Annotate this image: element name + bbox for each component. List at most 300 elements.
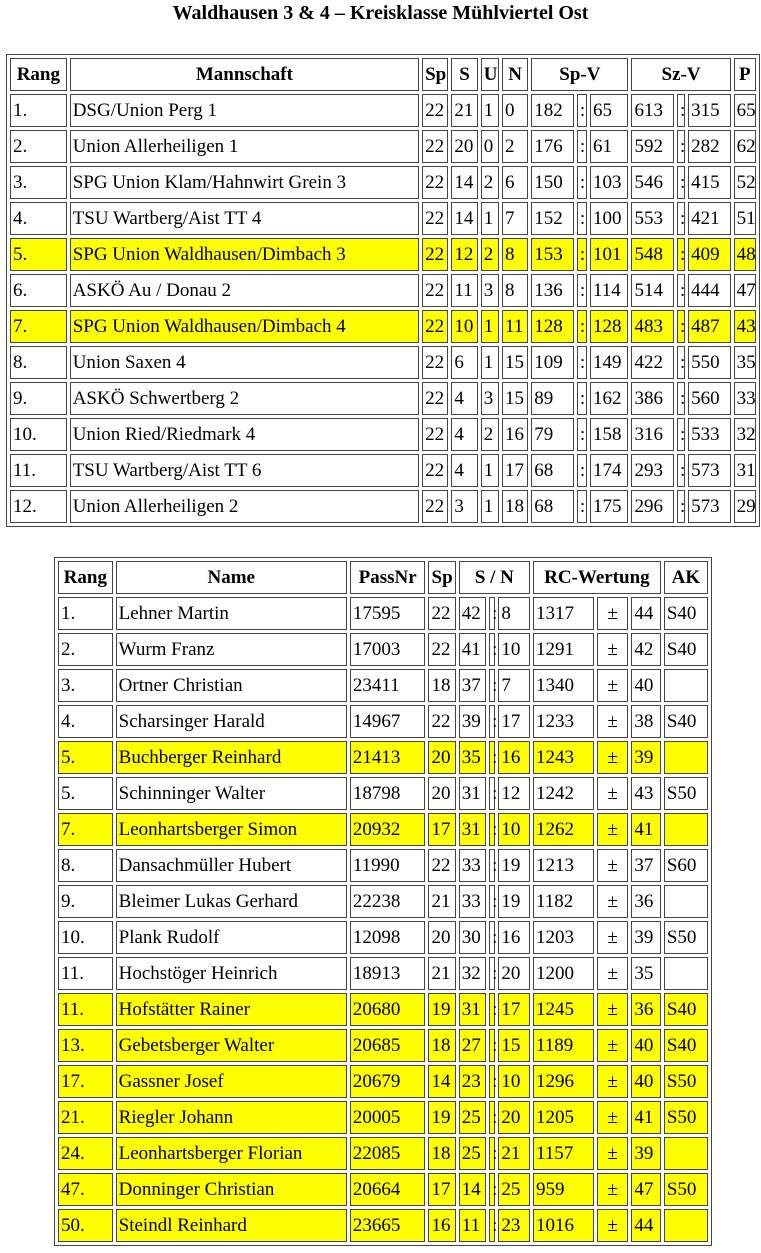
- sets-lost-cell: 21: [498, 1137, 530, 1170]
- sets-won-cell: 35: [459, 741, 486, 774]
- age-class-cell: S50: [664, 921, 708, 954]
- ratio-separator: :: [677, 274, 685, 307]
- ratio-separator: :: [677, 166, 685, 199]
- team-row: [10, 238, 756, 271]
- sets-lost-cell: 10: [498, 633, 530, 666]
- wins-cell: 4: [451, 454, 477, 487]
- ratio-separator: :: [577, 382, 587, 415]
- game-ratio-lost-cell: 103: [590, 166, 629, 199]
- plus-minus-cell: ±: [597, 1029, 629, 1062]
- plus-minus-cell: ±: [597, 1173, 629, 1206]
- set-ratio-won-cell: 296: [631, 490, 674, 523]
- games-cell: 19: [428, 993, 455, 1026]
- games-cell: 18: [428, 1029, 455, 1062]
- set-ratio-won-cell: 548: [631, 238, 674, 271]
- games-cell: 22: [422, 310, 448, 343]
- rc-rating-cell: 1203: [533, 921, 594, 954]
- ratio-separator: :: [677, 346, 685, 379]
- game-ratio-won-cell: 176: [531, 130, 574, 163]
- games-cell: 22: [422, 166, 448, 199]
- rank-cell: 21.: [58, 1101, 113, 1134]
- ratio-separator: :: [577, 346, 587, 379]
- rc-rating-cell: 1182: [533, 885, 594, 918]
- game-ratio-won-cell: 68: [531, 454, 574, 487]
- games-cell: 21: [428, 957, 455, 990]
- wins-cell: 11: [451, 274, 477, 307]
- losses-cell: 16: [502, 418, 528, 451]
- player-row: [58, 1101, 708, 1134]
- sets-won-cell: 39: [459, 705, 486, 738]
- player-row: [58, 957, 708, 990]
- team-name-cell: ASKÖ Au / Donau 2: [70, 274, 419, 307]
- ratio-separator: :: [489, 957, 495, 990]
- sets-won-cell: 31: [459, 813, 486, 846]
- games-cell: 20: [428, 777, 455, 810]
- game-ratio-lost-cell: 174: [590, 454, 629, 487]
- player-row: [58, 993, 708, 1026]
- sets-lost-cell: 16: [498, 921, 530, 954]
- age-class-cell: S40: [664, 705, 708, 738]
- rank-cell: 9.: [58, 885, 113, 918]
- plus-minus-cell: ±: [597, 633, 629, 666]
- plus-minus-cell: ±: [597, 1065, 629, 1098]
- pass-number-cell: 22238: [350, 885, 426, 918]
- game-ratio-won-cell: 182: [531, 94, 574, 127]
- rc-rating-cell: 1157: [533, 1137, 594, 1170]
- games-cell: 16: [428, 1209, 455, 1242]
- set-ratio-lost-cell: 573: [688, 490, 731, 523]
- team-row: [10, 274, 756, 307]
- rc-rating-cell: 1317: [533, 597, 594, 630]
- rc-deviation-cell: 39: [631, 921, 660, 954]
- sets-won-cell: 42: [459, 597, 486, 630]
- game-ratio-lost-cell: 149: [590, 346, 629, 379]
- set-ratio-lost-cell: 573: [688, 454, 731, 487]
- plus-minus-cell: ±: [597, 885, 629, 918]
- rank-cell: 10.: [58, 921, 113, 954]
- set-ratio-lost-cell: 560: [688, 382, 731, 415]
- draws-cell: 3: [481, 274, 499, 307]
- rc-rating-cell: 1262: [533, 813, 594, 846]
- sets-lost-cell: 20: [498, 1101, 530, 1134]
- plus-minus-cell: ±: [597, 741, 629, 774]
- losses-cell: 15: [502, 382, 528, 415]
- ratio-separator: :: [577, 454, 587, 487]
- sets-won-cell: 11: [459, 1209, 486, 1242]
- rank-cell: 5.: [58, 777, 113, 810]
- game-ratio-won-cell: 136: [531, 274, 574, 307]
- set-ratio-won-cell: 613: [631, 94, 674, 127]
- player-name-cell: Ortner Christian: [116, 669, 347, 702]
- losses-cell: 11: [502, 310, 528, 343]
- rank-cell: 3.: [10, 166, 67, 199]
- rc-deviation-cell: 44: [631, 597, 660, 630]
- sets-lost-cell: 10: [498, 1065, 530, 1098]
- games-cell: 17: [428, 813, 455, 846]
- sets-lost-cell: 8: [498, 597, 530, 630]
- team-name-cell: ASKÖ Schwertberg 2: [70, 382, 419, 415]
- pass-number-cell: 18798: [350, 777, 426, 810]
- points-cell: 52: [734, 166, 756, 199]
- header-passnr: PassNr: [350, 561, 426, 594]
- plus-minus-cell: ±: [597, 1137, 629, 1170]
- age-class-cell: S60: [664, 849, 708, 882]
- pass-number-cell: 20932: [350, 813, 426, 846]
- age-class-cell: [664, 1209, 708, 1242]
- rank-cell: 24.: [58, 1137, 113, 1170]
- plus-minus-cell: ±: [597, 705, 629, 738]
- set-ratio-lost-cell: 415: [688, 166, 731, 199]
- games-cell: 22: [422, 94, 448, 127]
- player-name-cell: Dansachmüller Hubert: [116, 849, 347, 882]
- ratio-separator: :: [489, 777, 495, 810]
- points-cell: 31: [734, 454, 756, 487]
- games-cell: 22: [428, 705, 455, 738]
- games-cell: 20: [428, 741, 455, 774]
- plus-minus-cell: ±: [597, 597, 629, 630]
- ratio-separator: :: [489, 1209, 495, 1242]
- pass-number-cell: 18913: [350, 957, 426, 990]
- header-name: Name: [116, 561, 347, 594]
- age-class-cell: [664, 1137, 708, 1170]
- page-title: Waldhausen 3 & 4 – Kreisklasse Mühlviertel Ost: [172, 2, 589, 24]
- ratio-separator: :: [677, 238, 685, 271]
- plus-minus-cell: ±: [597, 849, 629, 882]
- game-ratio-lost-cell: 100: [590, 202, 629, 235]
- rc-deviation-cell: 36: [631, 885, 660, 918]
- set-ratio-won-cell: 592: [631, 130, 674, 163]
- games-cell: 22: [422, 238, 448, 271]
- team-table-header: [10, 58, 756, 91]
- team-name-cell: DSG/Union Perg 1: [70, 94, 419, 127]
- sets-lost-cell: 12: [498, 777, 530, 810]
- draws-cell: 2: [481, 238, 499, 271]
- player-name-cell: Leonhartsberger Simon: [116, 813, 347, 846]
- header-rc-wertung: RC-Wertung: [533, 561, 661, 594]
- team-name-cell: Union Allerheiligen 1: [70, 130, 419, 163]
- age-class-cell: S40: [664, 993, 708, 1026]
- pass-number-cell: 20685: [350, 1029, 426, 1062]
- points-cell: 47: [734, 274, 756, 307]
- losses-cell: 18: [502, 490, 528, 523]
- sets-lost-cell: 7: [498, 669, 530, 702]
- ratio-separator: :: [489, 597, 495, 630]
- player-name-cell: Scharsinger Harald: [116, 705, 347, 738]
- team-row: [10, 454, 756, 487]
- points-cell: 32: [734, 418, 756, 451]
- games-cell: 19: [428, 1101, 455, 1134]
- pass-number-cell: 23411: [350, 669, 426, 702]
- sets-won-cell: 27: [459, 1029, 486, 1062]
- age-class-cell: S40: [664, 1029, 708, 1062]
- game-ratio-lost-cell: 61: [590, 130, 629, 163]
- plus-minus-cell: ±: [597, 957, 629, 990]
- games-cell: 22: [422, 346, 448, 379]
- sets-lost-cell: 19: [498, 849, 530, 882]
- game-ratio-won-cell: 152: [531, 202, 574, 235]
- team-name-cell: SPG Union Waldhausen/Dimbach 4: [70, 310, 419, 343]
- ratio-separator: :: [577, 310, 587, 343]
- rc-deviation-cell: 47: [631, 1173, 660, 1206]
- plus-minus-cell: ±: [597, 1101, 629, 1134]
- player-row: [58, 705, 708, 738]
- sets-won-cell: 41: [459, 633, 486, 666]
- losses-cell: 6: [502, 166, 528, 199]
- rank-cell: 12.: [10, 490, 67, 523]
- rank-cell: 7.: [10, 310, 67, 343]
- header-p: P: [734, 58, 756, 91]
- player-row: [58, 633, 708, 666]
- ratio-separator: :: [489, 921, 495, 954]
- draws-cell: 1: [481, 346, 499, 379]
- rc-rating-cell: 1291: [533, 633, 594, 666]
- wins-cell: 12: [451, 238, 477, 271]
- sets-won-cell: 23: [459, 1065, 486, 1098]
- games-cell: 22: [422, 418, 448, 451]
- sets-won-cell: 33: [459, 849, 486, 882]
- player-name-cell: Gebetsberger Walter: [116, 1029, 347, 1062]
- age-class-cell: S40: [664, 633, 708, 666]
- team-name-cell: TSU Wartberg/Aist TT 6: [70, 454, 419, 487]
- ratio-separator: :: [577, 166, 587, 199]
- sets-lost-cell: 20: [498, 957, 530, 990]
- game-ratio-won-cell: 89: [531, 382, 574, 415]
- pass-number-cell: 17595: [350, 597, 426, 630]
- games-cell: 22: [422, 490, 448, 523]
- set-ratio-lost-cell: 550: [688, 346, 731, 379]
- team-name-cell: TSU Wartberg/Aist TT 4: [70, 202, 419, 235]
- game-ratio-lost-cell: 65: [590, 94, 629, 127]
- losses-cell: 7: [502, 202, 528, 235]
- ratio-separator: :: [577, 274, 587, 307]
- age-class-cell: S40: [664, 597, 708, 630]
- ratio-separator: :: [677, 382, 685, 415]
- header-spv: Sp-V: [531, 58, 628, 91]
- player-name-cell: Leonhartsberger Florian: [116, 1137, 347, 1170]
- draws-cell: 2: [481, 418, 499, 451]
- pass-number-cell: 11990: [350, 849, 426, 882]
- set-ratio-lost-cell: 487: [688, 310, 731, 343]
- games-cell: 22: [422, 454, 448, 487]
- rank-cell: 5.: [58, 741, 113, 774]
- rank-cell: 17.: [58, 1065, 113, 1098]
- sets-lost-cell: 17: [498, 993, 530, 1026]
- set-ratio-lost-cell: 421: [688, 202, 731, 235]
- rank-cell: 6.: [10, 274, 67, 307]
- games-cell: 22: [422, 130, 448, 163]
- points-cell: 35: [734, 346, 756, 379]
- plus-minus-cell: ±: [597, 777, 629, 810]
- player-name-cell: Riegler Johann: [116, 1101, 347, 1134]
- player-name-cell: Schinninger Walter: [116, 777, 347, 810]
- games-cell: 22: [428, 633, 455, 666]
- ratio-separator: :: [577, 130, 587, 163]
- rc-deviation-cell: 44: [631, 1209, 660, 1242]
- player-name-cell: Wurm Franz: [116, 633, 347, 666]
- rank-cell: 1.: [10, 94, 67, 127]
- rank-cell: 11.: [10, 454, 67, 487]
- age-class-cell: [664, 957, 708, 990]
- ratio-separator: :: [677, 130, 685, 163]
- rc-rating-cell: 1233: [533, 705, 594, 738]
- player-name-cell: Donninger Christian: [116, 1173, 347, 1206]
- wins-cell: 4: [451, 418, 477, 451]
- wins-cell: 20: [451, 130, 477, 163]
- header-ak: AK: [664, 561, 708, 594]
- game-ratio-lost-cell: 114: [590, 274, 629, 307]
- sets-won-cell: 32: [459, 957, 486, 990]
- team-row: [10, 310, 756, 343]
- draws-cell: 0: [481, 130, 499, 163]
- sets-won-cell: 31: [459, 993, 486, 1026]
- set-ratio-lost-cell: 533: [688, 418, 731, 451]
- player-row: [58, 777, 708, 810]
- player-row: [58, 849, 708, 882]
- rank-cell: 8.: [10, 346, 67, 379]
- player-row: [58, 1209, 708, 1242]
- rank-cell: 8.: [58, 849, 113, 882]
- age-class-cell: S50: [664, 1101, 708, 1134]
- age-class-cell: [664, 669, 708, 702]
- ratio-separator: :: [489, 813, 495, 846]
- points-cell: 62: [734, 130, 756, 163]
- game-ratio-won-cell: 109: [531, 346, 574, 379]
- rc-rating-cell: 1213: [533, 849, 594, 882]
- pass-number-cell: 21413: [350, 741, 426, 774]
- losses-cell: 8: [502, 274, 528, 307]
- losses-cell: 8: [502, 238, 528, 271]
- rank-cell: 3.: [58, 669, 113, 702]
- set-ratio-won-cell: 514: [631, 274, 674, 307]
- rank-cell: 11.: [58, 957, 113, 990]
- games-cell: 17: [428, 1173, 455, 1206]
- team-row: [10, 418, 756, 451]
- team-row: [10, 202, 756, 235]
- pass-number-cell: 12098: [350, 921, 426, 954]
- team-standings-table: [6, 54, 760, 527]
- games-cell: 18: [428, 669, 455, 702]
- ratio-separator: :: [489, 1101, 495, 1134]
- age-class-cell: S50: [664, 1065, 708, 1098]
- losses-cell: 17: [502, 454, 528, 487]
- player-name-cell: Hochstöger Heinrich: [116, 957, 347, 990]
- draws-cell: 1: [481, 454, 499, 487]
- sets-lost-cell: 23: [498, 1209, 530, 1242]
- header-u: U: [481, 58, 499, 91]
- rc-deviation-cell: 41: [631, 813, 660, 846]
- sets-lost-cell: 15: [498, 1029, 530, 1062]
- sets-won-cell: 30: [459, 921, 486, 954]
- losses-cell: 0: [502, 94, 528, 127]
- team-name-cell: SPG Union Klam/Hahnwirt Grein 3: [70, 166, 419, 199]
- ratio-separator: :: [677, 310, 685, 343]
- games-cell: 22: [422, 202, 448, 235]
- ratio-separator: :: [677, 490, 685, 523]
- points-cell: 65: [734, 94, 756, 127]
- header-szv: Sz-V: [631, 58, 730, 91]
- games-cell: 22: [422, 274, 448, 307]
- sets-won-cell: 37: [459, 669, 486, 702]
- team-name-cell: Union Allerheiligen 2: [70, 490, 419, 523]
- set-ratio-won-cell: 293: [631, 454, 674, 487]
- ratio-separator: :: [489, 1137, 495, 1170]
- draws-cell: 1: [481, 490, 499, 523]
- set-ratio-won-cell: 553: [631, 202, 674, 235]
- game-ratio-won-cell: 79: [531, 418, 574, 451]
- pass-number-cell: 14967: [350, 705, 426, 738]
- rc-deviation-cell: 37: [631, 849, 660, 882]
- sets-lost-cell: 19: [498, 885, 530, 918]
- rank-cell: 2.: [58, 633, 113, 666]
- set-ratio-lost-cell: 409: [688, 238, 731, 271]
- plus-minus-cell: ±: [597, 1209, 629, 1242]
- rank-cell: 11.: [58, 993, 113, 1026]
- ratio-separator: :: [577, 418, 587, 451]
- player-name-cell: Steindl Reinhard: [116, 1209, 347, 1242]
- rank-cell: 47.: [58, 1173, 113, 1206]
- ratio-separator: :: [577, 238, 587, 271]
- ratio-separator: :: [577, 94, 587, 127]
- pass-number-cell: 20679: [350, 1065, 426, 1098]
- age-class-cell: [664, 813, 708, 846]
- player-row: [58, 1137, 708, 1170]
- header-n: N: [502, 58, 528, 91]
- game-ratio-won-cell: 153: [531, 238, 574, 271]
- team-row: [10, 130, 756, 163]
- pass-number-cell: 20005: [350, 1101, 426, 1134]
- losses-cell: 2: [502, 130, 528, 163]
- game-ratio-lost-cell: 101: [590, 238, 629, 271]
- draws-cell: 1: [481, 310, 499, 343]
- points-cell: 29: [734, 490, 756, 523]
- rc-rating-cell: 1245: [533, 993, 594, 1026]
- header-sp: Sp: [428, 561, 455, 594]
- sets-won-cell: 14: [459, 1173, 486, 1206]
- team-row: [10, 166, 756, 199]
- ratio-separator: :: [677, 454, 685, 487]
- header-rang: Rang: [58, 561, 113, 594]
- draws-cell: 3: [481, 382, 499, 415]
- ratio-separator: :: [489, 1065, 495, 1098]
- plus-minus-cell: ±: [597, 813, 629, 846]
- ratio-separator: :: [489, 669, 495, 702]
- team-name-cell: Union Saxen 4: [70, 346, 419, 379]
- age-class-cell: S50: [664, 777, 708, 810]
- player-row: [58, 921, 708, 954]
- player-name-cell: Lehner Martin: [116, 597, 347, 630]
- team-name-cell: SPG Union Waldhausen/Dimbach 3: [70, 238, 419, 271]
- draws-cell: 1: [481, 94, 499, 127]
- set-ratio-won-cell: 316: [631, 418, 674, 451]
- player-row: [58, 1173, 708, 1206]
- player-row: [58, 597, 708, 630]
- games-cell: 20: [428, 921, 455, 954]
- wins-cell: 14: [451, 166, 477, 199]
- rank-cell: 1.: [58, 597, 113, 630]
- rc-deviation-cell: 43: [631, 777, 660, 810]
- player-table-header: [58, 561, 708, 594]
- set-ratio-lost-cell: 282: [688, 130, 731, 163]
- games-cell: 22: [428, 597, 455, 630]
- rank-cell: 9.: [10, 382, 67, 415]
- age-class-cell: [664, 741, 708, 774]
- player-row: [58, 1029, 708, 1062]
- plus-minus-cell: ±: [597, 669, 629, 702]
- ratio-separator: :: [489, 993, 495, 1026]
- game-ratio-lost-cell: 158: [590, 418, 629, 451]
- sets-lost-cell: 16: [498, 741, 530, 774]
- rank-cell: 10.: [10, 418, 67, 451]
